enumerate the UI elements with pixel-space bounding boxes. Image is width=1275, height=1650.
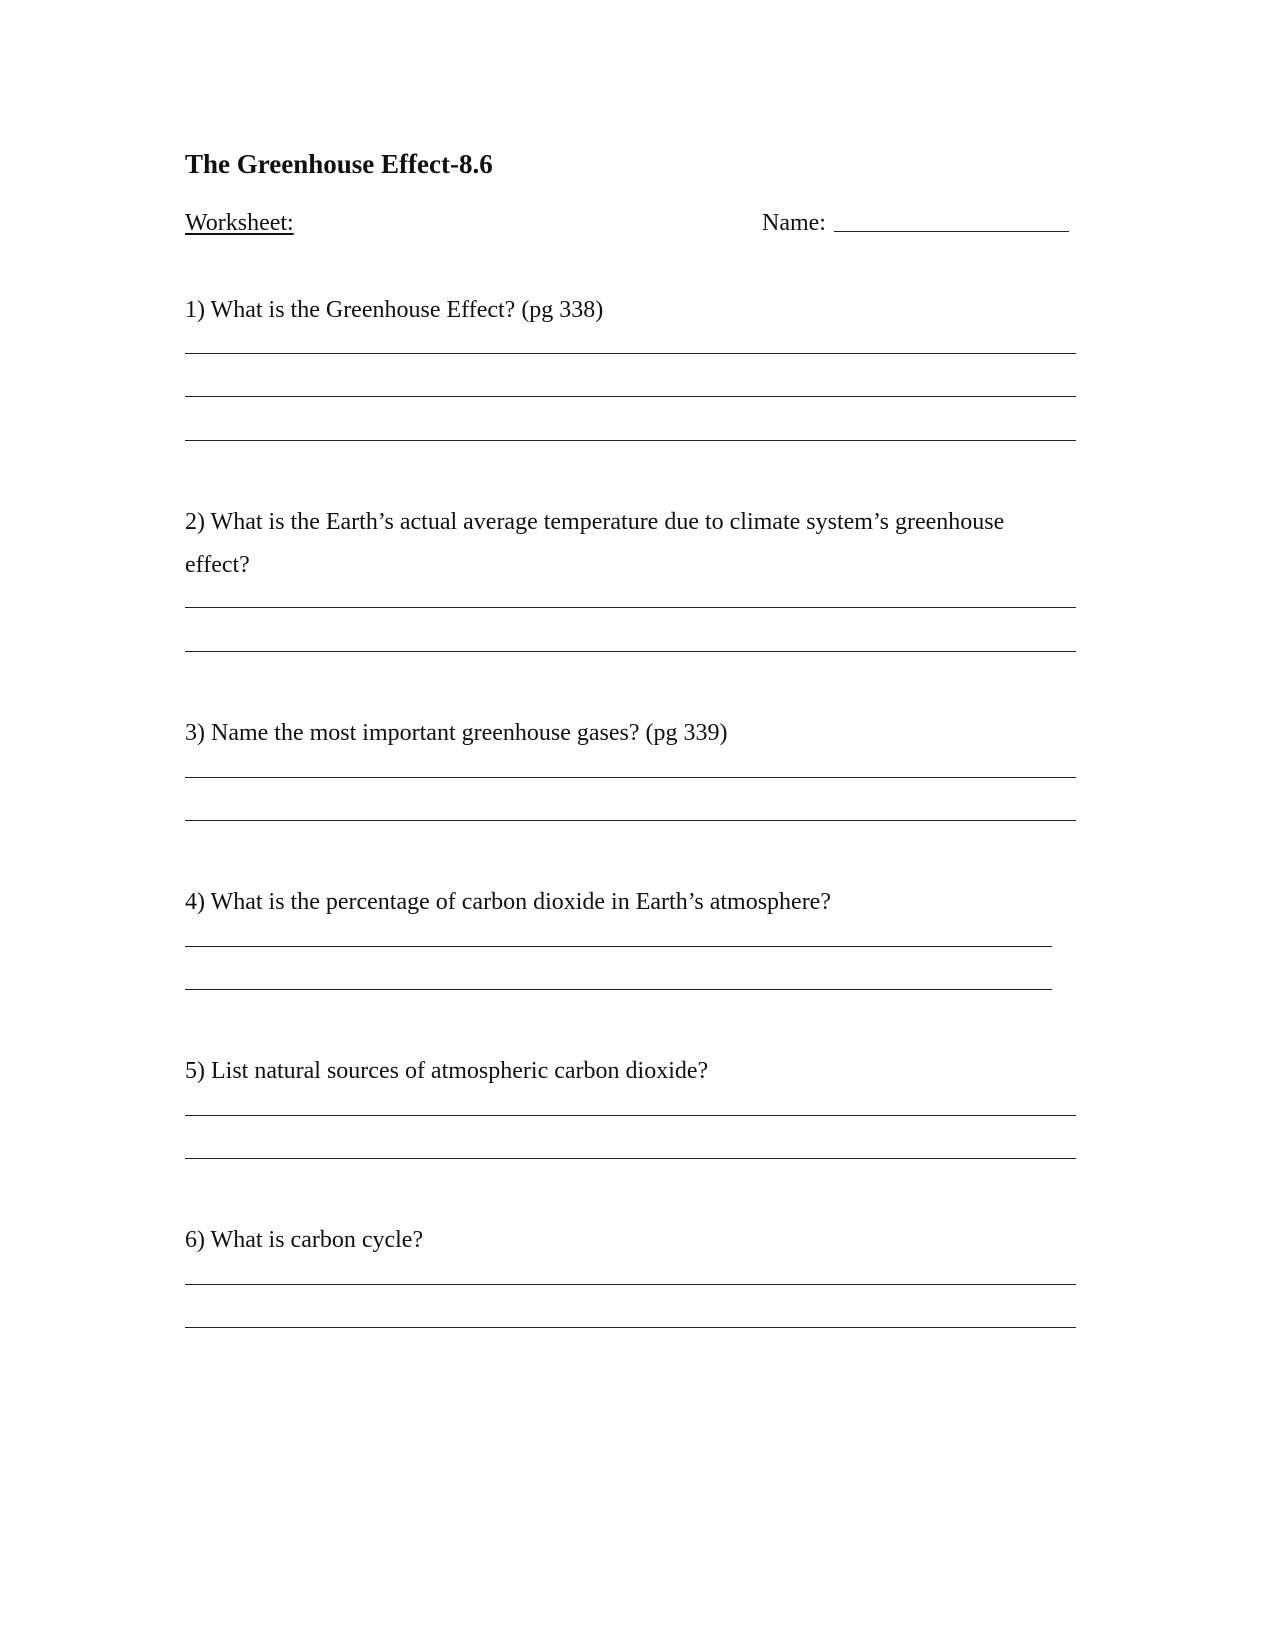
answer-line[interactable] [185,820,1076,821]
answer-line[interactable] [185,353,1076,354]
answer-line[interactable] [185,946,1052,947]
answer-line[interactable] [185,989,1052,990]
question-2-line-2: effect? [185,552,250,578]
name-blank-line[interactable] [834,230,1069,232]
answer-line[interactable] [185,1158,1076,1159]
question-2-line-1: 2) What is the Earth’s actual average temperature due to climate system’s greenhouse [185,509,1005,535]
question-5: 5) List natural sources of atmospheric carbon dioxide? [185,1058,709,1084]
name-field [762,208,1069,238]
answer-line[interactable] [185,777,1076,778]
answer-line[interactable] [185,396,1076,397]
question-6: 6) What is carbon cycle? [185,1227,424,1253]
answer-line[interactable] [185,1284,1076,1285]
question-3: 3) Name the most important greenhouse gases? (pg 339) [185,720,728,746]
answer-line[interactable] [185,1327,1076,1328]
question-4: 4) What is the percentage of carbon dioxide in Earth’s atmosphere? [185,889,831,915]
worksheet-label: Worksheet: [185,210,294,236]
page-title: The Greenhouse Effect-8.6 [185,149,493,179]
answer-line[interactable] [185,607,1076,608]
question-1: 1) What is the Greenhouse Effect? (pg 338) [185,297,604,323]
answer-line[interactable] [185,651,1076,652]
answer-line[interactable] [185,440,1076,441]
answer-line[interactable] [185,1115,1076,1116]
name-label: Name: [762,210,826,236]
